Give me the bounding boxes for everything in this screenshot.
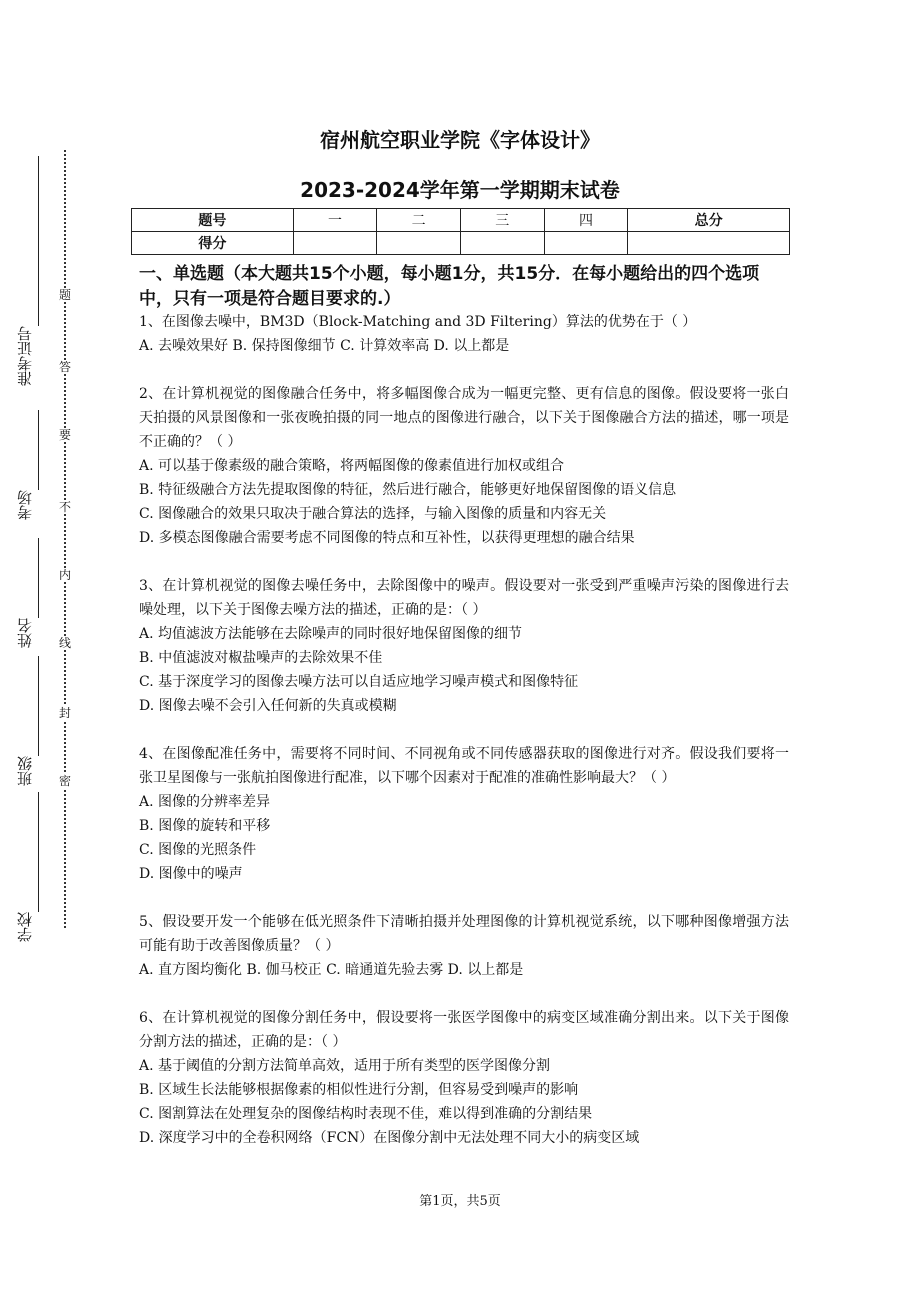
question-option: B. 区域生长法能够根据像素的相似性进行分割，但容易受到噪声的影响 bbox=[139, 1082, 579, 1098]
score-table-row bbox=[132, 232, 790, 255]
score-header-cell: 四 bbox=[544, 209, 628, 232]
question-option: C. 图像融合的效果只取决于融合算法的选择，与输入图像的质量和内容无关 bbox=[139, 506, 607, 522]
question-list bbox=[139, 310, 789, 1174]
question bbox=[139, 910, 789, 982]
seal-char: 题 bbox=[56, 288, 74, 302]
score-cell[interactable] bbox=[544, 232, 628, 255]
page-number: 第1页，共5页 bbox=[419, 1194, 501, 1209]
question bbox=[139, 742, 789, 886]
question-option: D. 图像去噪不会引入任何新的失真或模糊 bbox=[139, 698, 397, 714]
score-cell[interactable] bbox=[293, 232, 377, 255]
question-option: D. 图像中的噪声 bbox=[139, 866, 243, 882]
field-name bbox=[14, 618, 38, 648]
question-options: A. 直方图均衡化 B. 伽马校正 C. 暗通道先验去雾 D. 以上都是 bbox=[139, 962, 524, 978]
score-table bbox=[131, 208, 790, 255]
question-option: D. 深度学习中的全卷积网络（FCN）在图像分割中无法处理不同大小的病变区域 bbox=[139, 1130, 640, 1146]
question-option: C. 图像的光照条件 bbox=[139, 842, 257, 858]
seal-char: 内 bbox=[56, 568, 74, 582]
score-header-cell: 三 bbox=[460, 209, 544, 232]
seal-char: 不 bbox=[56, 500, 74, 514]
score-header-cell: 题号 bbox=[132, 209, 294, 232]
field-label: 学校 bbox=[16, 912, 34, 942]
question-stem: 2、在计算机视觉的图像融合任务中，将多幅图像合成为一幅更完整、更有信息的图像。假设要将一张白天拍摄的风景图像和一张夜晚拍摄的同一地点的图像进行融合，以下关于图像融合方法的描述，哪一项是不正确的？（ ） bbox=[139, 386, 789, 450]
seal-line bbox=[64, 150, 66, 928]
seal-char: 密 bbox=[56, 774, 74, 788]
score-header-cell: 总分 bbox=[628, 209, 790, 232]
seal-char: 封 bbox=[56, 706, 74, 720]
question-option: D. 多模态图像融合需要考虑不同图像的特点和互补性，以获得更理想的融合结果 bbox=[139, 530, 635, 546]
field-underline[interactable] bbox=[38, 410, 39, 490]
question bbox=[139, 382, 789, 550]
question-option: B. 特征级融合方法先提取图像的特征，然后进行融合，能够更好地保留图像的语义信息 bbox=[139, 482, 677, 498]
question-option: A. 基于阈值的分割方法简单高效，适用于所有类型的医学图像分割 bbox=[139, 1058, 551, 1074]
question-stem: 5、假设要开发一个能够在低光照条件下清晰拍摄并处理图像的计算机视觉系统，以下哪种图像增强方法可能有助于改善图像质量？（ ） bbox=[139, 914, 789, 954]
question-option: A. 图像的分辨率差异 bbox=[139, 794, 271, 810]
question bbox=[139, 310, 789, 358]
exam-title: 宿州航空职业学院《字体设计》 bbox=[320, 128, 600, 152]
seal-char: 答 bbox=[56, 360, 74, 374]
field-label: 准考证号 bbox=[16, 326, 34, 386]
question bbox=[139, 1006, 789, 1150]
score-cell[interactable] bbox=[628, 232, 790, 255]
question-stem: 3、在计算机视觉的图像去噪任务中，去除图像中的噪声。假设要对一张受到严重噪声污染的图像进行去噪处理，以下关于图像去噪方法的描述，正确的是：（ ） bbox=[139, 578, 789, 618]
seal-char: 要 bbox=[56, 428, 74, 442]
section-heading: 一、单选题（本大题共15个小题，每小题1分，共15分．在每小题给出的四个选项中，只有一项是符合题目要求的.） bbox=[139, 264, 760, 309]
score-header-cell: 二 bbox=[377, 209, 461, 232]
question-stem: 4、在图像配准任务中，需要将不同时间、不同视角或不同传感器获取的图像进行对齐。假设我们要将一张卫星图像与一张航拍图像进行配准，以下哪个因素对于配准的准确性影响最大？（ ） bbox=[139, 746, 789, 786]
question-option: A. 可以基于像素级的融合策略，将两幅图像的像素值进行加权或组合 bbox=[139, 458, 565, 474]
exam-subtitle: 2023-2024学年第一学期期末试卷 bbox=[300, 178, 620, 202]
score-row-label: 得分 bbox=[132, 232, 294, 255]
question-option: A. 均值滤波方法能够在去除噪声的同时很好地保留图像的细节 bbox=[139, 626, 523, 642]
score-cell[interactable] bbox=[460, 232, 544, 255]
question bbox=[139, 574, 789, 718]
question-option: C. 基于深度学习的图像去噪方法可以自适应地学习噪声模式和图像特征 bbox=[139, 674, 579, 690]
question-option: C. 图割算法在处理复杂的图像结构时表现不佳，难以得到准确的分割结果 bbox=[139, 1106, 593, 1122]
field-underline[interactable] bbox=[38, 792, 39, 912]
question-stem: 6、在计算机视觉的图像分割任务中，假设要将一张医学图像中的病变区域准确分割出来。以下关于图像分割方法的描述，正确的是：（ ） bbox=[139, 1010, 789, 1050]
question-stem: 1、在图像去噪中，BM3D（Block-Matching and 3D Filtering）算法的优势在于（ ） bbox=[139, 314, 697, 330]
field-underline[interactable] bbox=[38, 656, 39, 756]
question-option: B. 图像的旋转和平移 bbox=[139, 818, 271, 834]
question-option: B. 中值滤波对椒盐噪声的去除效果不佳 bbox=[139, 650, 383, 666]
score-table-header-row bbox=[132, 209, 790, 232]
field-label: 班级 bbox=[16, 756, 34, 786]
question-options: A. 去噪效果好 B. 保持图像细节 C. 计算效率高 D. 以上都是 bbox=[139, 338, 510, 354]
seal-char: 线 bbox=[56, 636, 74, 650]
field-exam-number bbox=[14, 326, 38, 386]
field-underline[interactable] bbox=[38, 538, 39, 618]
score-header-cell: 一 bbox=[293, 209, 377, 232]
field-school bbox=[14, 912, 38, 942]
score-cell[interactable] bbox=[377, 232, 461, 255]
field-class bbox=[14, 756, 38, 786]
field-label: 姓名 bbox=[16, 618, 34, 648]
field-label: 考场 bbox=[16, 490, 34, 520]
field-exam-room bbox=[14, 490, 38, 520]
